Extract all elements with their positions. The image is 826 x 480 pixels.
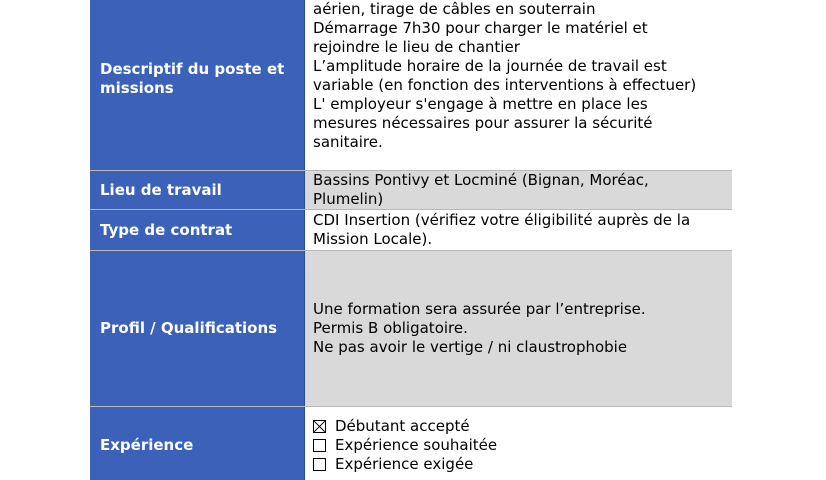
description-line: aérien, tirage de câbles en souterrain [313,0,596,18]
row-type-de-contrat [90,210,732,251]
description-line: mesures nécessaires pour assurer la sécurité [313,114,653,132]
value-experience [305,407,732,480]
checkbox-exigee[interactable] [313,458,326,471]
lieu-line: Plumelin) [313,190,384,208]
contrat-line: CDI Insertion (vérifiez votre éligibilité auprès de la [313,211,691,229]
experience-option-label: Expérience exigée [335,455,474,473]
description-line: Démarrage 7h30 pour charger le matériel et [313,19,648,37]
job-offer-table [90,0,732,480]
experience-option-label: Débutant accepté [335,417,470,435]
profil-line: Permis B obligatoire. [313,319,468,337]
value-type-de-contrat [305,210,732,250]
row-profil-qualifications [90,251,732,407]
experience-option-exigee[interactable] [313,455,724,474]
label-description-line-2: missions [100,79,174,97]
row-experience [90,407,732,480]
value-description [305,0,732,170]
label-description [90,0,305,170]
label-type-de-contrat: Type de contrat [90,210,305,250]
label-lieu-de-travail: Lieu de travail [90,171,305,209]
row-description [90,0,732,171]
checkbox-debutant[interactable] [313,420,326,433]
experience-option-debutant[interactable] [313,417,724,436]
profil-line: Une formation sera assurée par l’entreprise. [313,300,646,318]
description-line: sanitaire. [313,133,383,151]
experience-option-label: Expérience souhaitée [335,436,498,454]
row-lieu-de-travail [90,171,732,210]
label-profil-qualifications: Profil / Qualifications [90,251,305,406]
value-profil-qualifications [305,251,732,406]
label-description-line-1: Descriptif du poste et [100,60,285,78]
description-line: L' employeur s'engage à mettre en place les [313,95,648,113]
description-line: rejoindre le lieu de chantier [313,38,520,56]
label-experience: Expérience [90,407,305,480]
description-line: variable (en fonction des interventions à effectuer) [313,76,697,94]
checkbox-souhaitee[interactable] [313,439,326,452]
value-lieu-de-travail [305,171,732,209]
contrat-line: Mission Locale). [313,230,433,248]
description-line: L’amplitude horaire de la journée de travail est [313,57,667,75]
experience-option-souhaitee[interactable] [313,436,724,455]
lieu-line: Bassins Pontivy et Locminé (Bignan, Moréac, [313,171,649,189]
profil-line: Ne pas avoir le vertige / ni claustrophobie [313,338,628,356]
